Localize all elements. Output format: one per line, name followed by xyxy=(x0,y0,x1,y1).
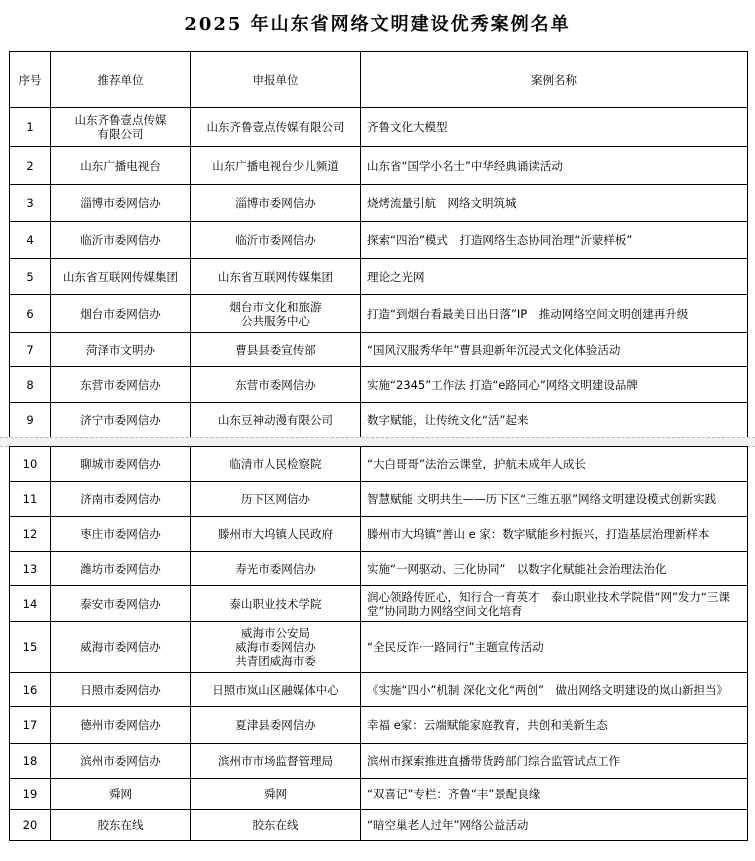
recommender-cell: 聊城市委网信办 xyxy=(51,447,191,482)
table-row xyxy=(10,482,748,517)
table-row xyxy=(10,552,748,586)
table-row xyxy=(10,622,748,673)
row-number: 7 xyxy=(10,333,51,367)
recommender-cell: 胶东在线 xyxy=(51,810,191,841)
recommender-cell: 舜网 xyxy=(51,779,191,810)
recommender-cell: 烟台市委网信办 xyxy=(51,295,191,333)
table-row xyxy=(10,447,748,482)
recommender-cell: 山东广播电视台 xyxy=(51,147,191,185)
recommender-cell: 泰安市委网信办 xyxy=(51,586,191,622)
case-name-cell: “全民反诈·一路同行”主题宣传活动 xyxy=(361,622,748,673)
recommender-cell: 山东省互联网传媒集团 xyxy=(51,259,191,295)
case-name-cell: 滕州市大坞镇“善山 e 家：数字赋能乡村振兴，打造基层治理新样本 xyxy=(361,517,748,552)
applicant-cell: 曹县县委宣传部 xyxy=(191,333,361,367)
table-row xyxy=(10,367,748,403)
applicant-cell: 山东齐鲁壹点传媒有限公司 xyxy=(191,108,361,147)
row-number: 17 xyxy=(10,707,51,744)
header-recommender: 推荐单位 xyxy=(51,52,191,108)
case-name-cell: 实施“2345”工作法 打造“e路同心”网络文明建设品牌 xyxy=(361,367,748,403)
row-number: 10 xyxy=(10,447,51,482)
applicant-cell: 滕州市大坞镇人民政府 xyxy=(191,517,361,552)
header-applicant: 申报单位 xyxy=(191,52,361,108)
applicant-cell: 山东省互联网传媒集团 xyxy=(191,259,361,295)
case-name-cell: “暗空巢老人过年”网络公益活动 xyxy=(361,810,748,841)
header-no: 序号 xyxy=(10,52,51,108)
recommender-cell: 日照市委网信办 xyxy=(51,673,191,707)
applicant-cell: 夏津县委网信办 xyxy=(191,707,361,744)
row-number: 12 xyxy=(10,517,51,552)
case-name-cell: “国风汉服秀华年”曹县迎新年沉浸式文化体验活动 xyxy=(361,333,748,367)
case-name-cell: 齐鲁文化大模型 xyxy=(361,108,748,147)
case-name-cell: 润心领路传匠心，知行合一育英才 泰山职业技术学院借“网”发力“三课堂”协同助力网络空间文化培育 xyxy=(361,586,748,622)
case-name-cell: 智慧赋能 文明共生——历下区“三维五驱”网络文明建设模式创新实践 xyxy=(361,482,748,517)
row-number: 2 xyxy=(10,147,51,185)
row-number: 5 xyxy=(10,259,51,295)
recommender-cell: 济南市委网信办 xyxy=(51,482,191,517)
case-name-cell: 数字赋能，让传统文化“活”起来 xyxy=(361,403,748,438)
table-row xyxy=(10,222,748,259)
case-name-cell: 滨州市探索推进直播带货跨部门综合监管试点工作 xyxy=(361,744,748,779)
applicant-cell: 东营市委网信办 xyxy=(191,367,361,403)
applicant-cell: 临清市人民检察院 xyxy=(191,447,361,482)
applicant-cell: 胶东在线 xyxy=(191,810,361,841)
applicant-cell: 泰山职业技术学院 xyxy=(191,586,361,622)
row-number: 9 xyxy=(10,403,51,438)
recommender-cell: 德州市委网信办 xyxy=(51,707,191,744)
applicant-cell: 山东广播电视台少儿频道 xyxy=(191,147,361,185)
table-row xyxy=(10,779,748,810)
table-row xyxy=(10,744,748,779)
row-number: 14 xyxy=(10,586,51,622)
row-number: 3 xyxy=(10,185,51,222)
applicant-cell: 寿光市委网信办 xyxy=(191,552,361,586)
table-row xyxy=(10,403,748,438)
table-header-row xyxy=(10,52,748,108)
row-number: 4 xyxy=(10,222,51,259)
case-name-cell: 探索“四治”模式 打造网络生态协同治理“沂蒙样板” xyxy=(361,222,748,259)
row-number: 1 xyxy=(10,108,51,147)
case-name-cell: 烧烤流量引航 网络文明筑城 xyxy=(361,185,748,222)
applicant-cell: 烟台市文化和旅游 公共服务中心 xyxy=(191,295,361,333)
table-row xyxy=(10,259,748,295)
case-name-cell: “大白哥哥”法治云课堂，护航未成年人成长 xyxy=(361,447,748,482)
recommender-cell: 潍坊市委网信办 xyxy=(51,552,191,586)
row-number: 20 xyxy=(10,810,51,841)
row-number: 18 xyxy=(10,744,51,779)
case-name-cell: 实施“一网驱动、三化协同” 以数字化赋能社会治理法治化 xyxy=(361,552,748,586)
row-number: 19 xyxy=(10,779,51,810)
header-case: 案例名称 xyxy=(361,52,748,108)
applicant-cell: 临沂市委网信办 xyxy=(191,222,361,259)
recommender-cell: 东营市委网信办 xyxy=(51,367,191,403)
applicant-cell: 淄博市委网信办 xyxy=(191,185,361,222)
table-row xyxy=(10,707,748,744)
recommender-cell: 菏泽市文明办 xyxy=(51,333,191,367)
row-number: 15 xyxy=(10,622,51,673)
case-name-cell: 幸福 e家：云端赋能家庭教育，共创和美新生态 xyxy=(361,707,748,744)
recommender-cell: 枣庄市委网信办 xyxy=(51,517,191,552)
applicant-cell: 历下区网信办 xyxy=(191,482,361,517)
recommender-cell: 滨州市委网信办 xyxy=(51,744,191,779)
applicant-cell: 威海市公安局 威海市委网信办 共青团威海市委 xyxy=(191,622,361,673)
row-number: 16 xyxy=(10,673,51,707)
applicant-cell: 滨州市市场监督管理局 xyxy=(191,744,361,779)
document-title: 2025 年山东省网络文明建设优秀案例名单 xyxy=(184,14,571,35)
case-table-part-2 xyxy=(9,446,748,841)
table-row xyxy=(10,108,748,147)
case-name-cell: 山东省“国学小名士”中华经典诵读活动 xyxy=(361,147,748,185)
table-row xyxy=(10,147,748,185)
table-row xyxy=(10,586,748,622)
recommender-cell: 威海市委网信办 xyxy=(51,622,191,673)
table-row xyxy=(10,295,748,333)
recommender-cell: 淄博市委网信办 xyxy=(51,185,191,222)
case-name-cell: 理论之光网 xyxy=(361,259,748,295)
case-name-cell: 《实施“四小”机制 深化文化“两创” 做出网络文明建设的岚山新担当》 xyxy=(361,673,748,707)
row-number: 13 xyxy=(10,552,51,586)
recommender-cell: 济宁市委网信办 xyxy=(51,403,191,438)
table-row xyxy=(10,810,748,841)
recommender-cell: 临沂市委网信办 xyxy=(51,222,191,259)
row-number: 11 xyxy=(10,482,51,517)
table-row xyxy=(10,517,748,552)
table-row xyxy=(10,673,748,707)
row-number: 8 xyxy=(10,367,51,403)
applicant-cell: 日照市岚山区融媒体中心 xyxy=(191,673,361,707)
case-name-cell: 打造“到烟台看最美日出日落”IP 推动网络空间文明创建再升级 xyxy=(361,295,748,333)
recommender-cell: 山东齐鲁壹点传媒 有限公司 xyxy=(51,108,191,147)
row-number: 6 xyxy=(10,295,51,333)
table-row xyxy=(10,185,748,222)
applicant-cell: 舜网 xyxy=(191,779,361,810)
case-name-cell: “双喜记”专栏：齐鲁“丰”景配良缘 xyxy=(361,779,748,810)
case-table-part-1 xyxy=(9,51,748,438)
applicant-cell: 山东豆神动漫有限公司 xyxy=(191,403,361,438)
table-row xyxy=(10,333,748,367)
